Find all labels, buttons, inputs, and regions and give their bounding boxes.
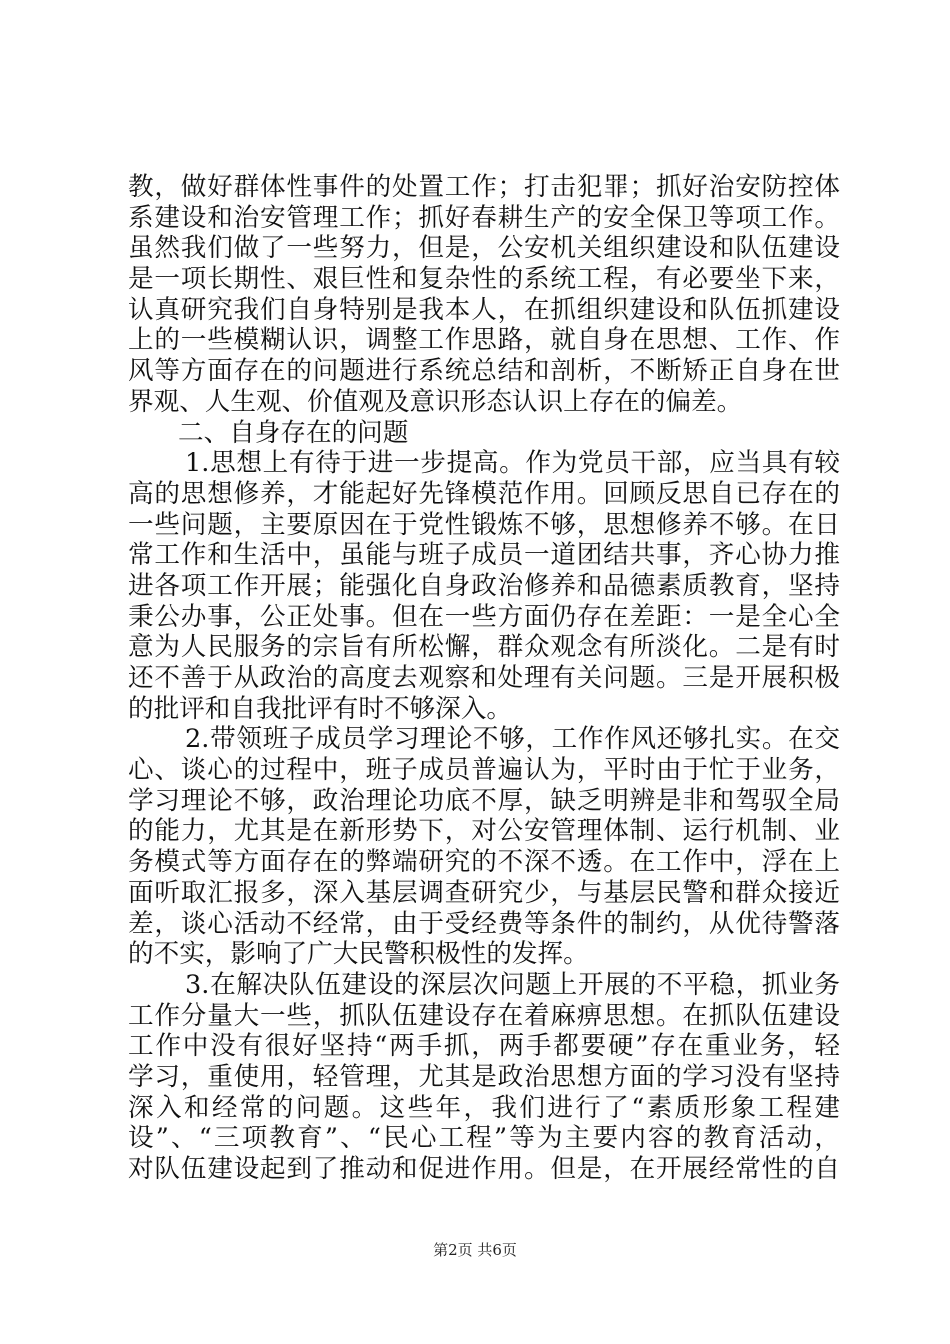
text-line: 上的一些模糊认识，调整工作思路，就自身在思想、工作、作 <box>128 325 840 356</box>
text-line: 一些问题，主要原因在于党性锻炼不够，思想修养不够。在日 <box>128 509 840 540</box>
text-line: 虽然我们做了一些努力，但是，公安机关组织建设和队伍建设 <box>128 233 840 264</box>
text-line: 学习，重使用，轻管理，尤其是政治思想方面的学习没有坚持 <box>128 1061 840 1092</box>
text-line: 工作分量大一些，抓队伍建设存在着麻痹思想。在抓队伍建设 <box>128 1000 840 1031</box>
text-line: 认真研究我们自身特别是我本人，在抓组织建设和队伍抓建设 <box>128 294 840 325</box>
text-line: 秉公办事，公正处事。但在一些方面仍存在差距：一是全心全 <box>128 601 840 632</box>
text-line: 界观、人生观、价值观及意识形态认识上存在的偏差。 <box>128 386 743 417</box>
section-heading: 二、自身存在的问题 <box>178 417 409 448</box>
text-line: 心、谈心的过程中，班子成员普遍认为，平时由于忙于业务， <box>128 755 840 786</box>
text-line: 还不善于从政治的高度去观察和处理有关问题。三是开展积极 <box>128 663 840 693</box>
text-line: 设”、“三项教育”、“民心工程”等为主要内容的教育活动， <box>128 1123 840 1154</box>
text-line: 风等方面存在的问题进行系统总结和剖析，不断矫正自身在世 <box>128 356 840 387</box>
text-line: 的不实，影响了广大民警积极性的发挥。 <box>128 939 589 970</box>
text-line: 差，谈心活动不经常，由于受经费等条件的制约，从优待警落 <box>128 908 840 939</box>
text-line: 1.思想上有待于进一步提高。作为党员干部，应当具有较 <box>185 448 840 479</box>
text-line: 学习理论不够，政治理论功底不厚，缺乏明辨是非和驾驭全局 <box>128 785 840 816</box>
text-line: 工作中没有很好坚持“两手抓，两手都要硬”存在重业务，轻 <box>128 1031 840 1062</box>
text-line: 教，做好群体性事件的处置工作；打击犯罪；抓好治安防控体 <box>128 172 840 202</box>
text-line: 务模式等方面存在的弊端研究的不深不透。在工作中，浮在上 <box>128 847 840 878</box>
text-line: 面听取汇报多，深入基层调查研究少，与基层民警和群众接近 <box>128 877 840 908</box>
text-line: 3.在解决队伍建设的深层次问题上开展的不平稳，抓业务 <box>185 969 840 1000</box>
text-line: 意为人民服务的宗旨有所松懈，群众观念有所淡化。二是有时 <box>128 632 840 663</box>
text-line: 的能力，尤其是在新形势下，对公安管理体制、运行机制、业 <box>128 816 840 847</box>
text-line: 的批评和自我批评有时不够深入。 <box>128 693 512 724</box>
text-line: 进各项工作开展；能强化自身政治修养和品德素质教育，坚持 <box>128 570 840 601</box>
text-line: 是一项长期性、艰巨性和复杂性的系统工程，有必要坐下来， <box>128 264 840 295</box>
text-line: 2.带领班子成员学习理论不够，工作作风还够扎实。在交 <box>185 724 840 755</box>
text-line: 系建设和治安管理工作；抓好春耕生产的安全保卫等项工作。 <box>128 202 840 233</box>
text-line: 常工作和生活中，虽能与班子成员一道团结共事，齐心协力推 <box>128 540 840 571</box>
document-body <box>128 172 840 1185</box>
text-line: 对队伍建设起到了推动和促进作用。但是，在开展经常性的自 <box>128 1154 840 1184</box>
text-line: 高的思想修养，才能起好先锋模范作用。回顾反思自已存在的 <box>128 478 840 509</box>
page-footer: 第2页 共6页 <box>433 1241 517 1259</box>
text-line: 深入和经常的问题。这些年，我们进行了“素质形象工程建 <box>128 1092 840 1123</box>
